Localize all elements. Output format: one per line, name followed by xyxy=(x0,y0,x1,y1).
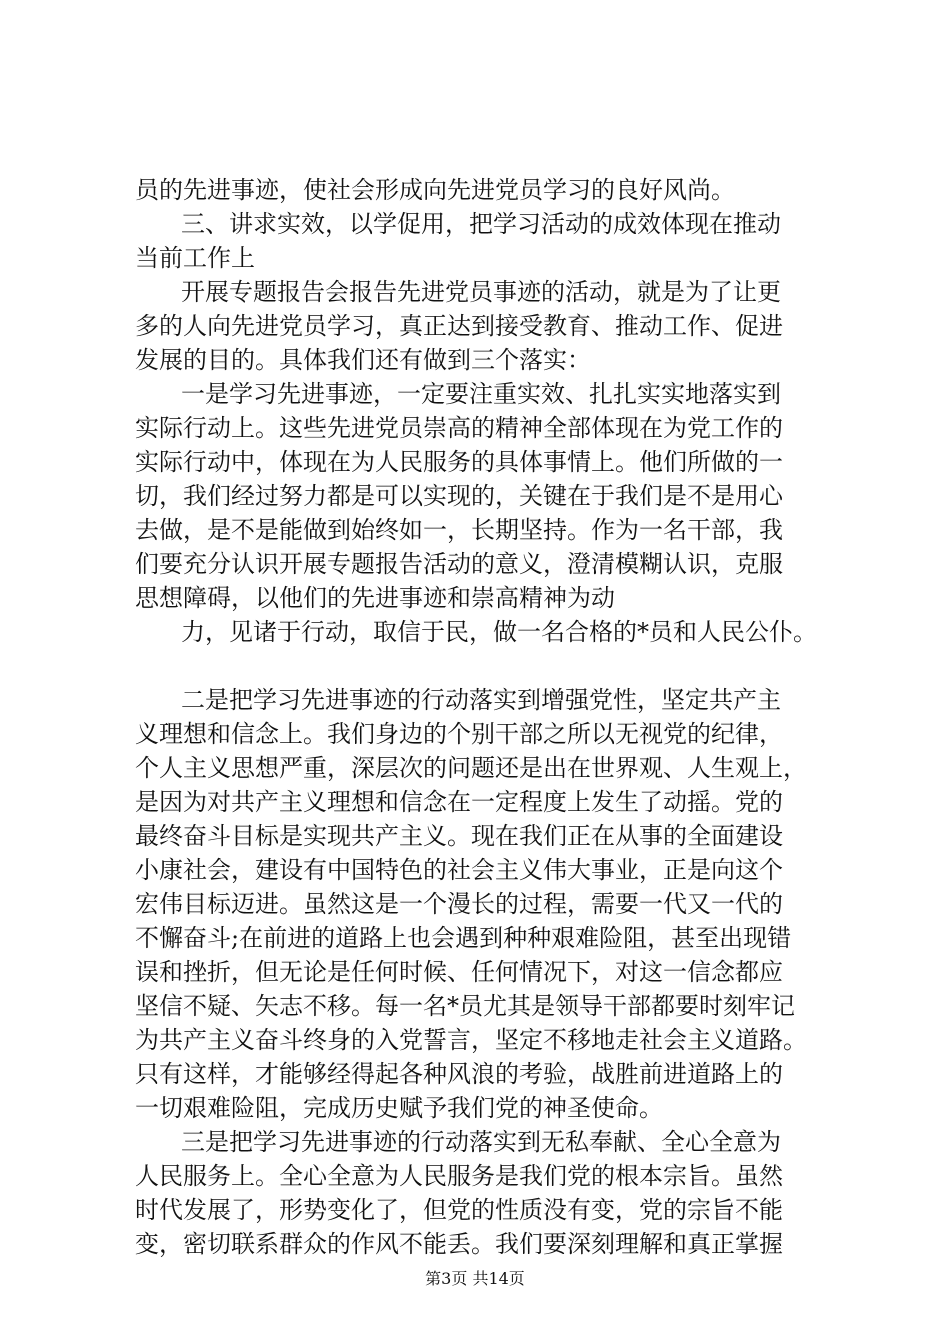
text-line: 小康社会，建设有中国特色的社会主义伟大事业，正是向这个 xyxy=(135,856,783,884)
text-line: 不懈奋斗;在前进的道路上也会遇到种种艰难险阻，甚至出现错 xyxy=(135,924,792,952)
text-line: 思想障碍，以他们的先进事迹和崇高精神为动 xyxy=(135,584,615,612)
text-line: 只有这样，才能够经得起各种风浪的考验，战胜前进道路上的 xyxy=(135,1060,783,1088)
page-footer: 第3页 共14页 xyxy=(425,1269,525,1288)
text-line: 最终奋斗目标是实现共产主义。现在我们正在从事的全面建设 xyxy=(135,822,783,850)
text-line: 们要充分认识开展专题报告活动的意义，澄清模糊认识，克服 xyxy=(135,550,783,578)
text-line: 人民服务上。全心全意为人民服务是我们党的根本宗旨。虽然 xyxy=(135,1162,783,1190)
section-heading-cont: 当前工作上 xyxy=(135,244,255,272)
text-line: 多的人向先进党员学习，真正达到接受教育、推动工作、促进 xyxy=(135,312,783,340)
text-line: 坚信不疑、矢志不移。每一名*员尤其是领导干部都要时刻牢记 xyxy=(135,992,795,1020)
text-line: 实际行动上。这些先进党员崇高的精神全部体现在为党工作的 xyxy=(135,414,783,442)
text-line: 时代发展了，形势变化了，但党的性质没有变，党的宗旨不能 xyxy=(135,1196,783,1224)
text-line: 义理想和信念上。我们身边的个别干部之所以无视党的纪律， xyxy=(135,720,783,748)
text-line: 是因为对共产主义理想和信念在一定程度上发生了动摇。党的 xyxy=(135,788,783,816)
text-line: 二是把学习先进事迹的行动落实到增强党性，坚定共产主 xyxy=(181,686,781,714)
text-line: 一切艰难险阻，完成历史赋予我们党的神圣使命。 xyxy=(135,1094,663,1122)
text-line: 宏伟目标迈进。虽然这是一个漫长的过程，需要一代又一代的 xyxy=(135,890,783,918)
text-line: 个人主义思想严重，深层次的问题还是出在世界观、人生观上， xyxy=(135,754,807,782)
text-line: 开展专题报告会报告先进党员事迹的活动，就是为了让更 xyxy=(181,278,781,306)
text-line: 员的先进事迹，使社会形成向先进党员学习的良好风尚。 xyxy=(135,176,735,204)
text-line: 误和挫折，但无论是任何时候、任何情况下，对这一信念都应 xyxy=(135,958,783,986)
text-line: 切，我们经过努力都是可以实现的，关键在于我们是不是用心 xyxy=(135,482,783,510)
text-line: 三是把学习先进事迹的行动落实到无私奉献、全心全意为 xyxy=(181,1128,781,1156)
text-line: 发展的目的。具体我们还有做到三个落实： xyxy=(135,346,591,374)
text-line: 力，见诸于行动，取信于民，做一名合格的*员和人民公仆。 xyxy=(181,618,817,646)
text-line: 实际行动中，体现在为人民服务的具体事情上。他们所做的一 xyxy=(135,448,783,476)
text-line: 一是学习先进事迹，一定要注重实效、扎扎实实地落实到 xyxy=(181,380,781,408)
text-line: 变，密切联系群众的作风不能丢。我们要深刻理解和真正掌握 xyxy=(135,1230,783,1258)
text-line: 为共产主义奋斗终身的入党誓言，坚定不移地走社会主义道路。 xyxy=(135,1026,807,1054)
section-heading: 三、讲求实效，以学促用，把学习活动的成效体现在推动 xyxy=(181,210,781,238)
text-line: 去做，是不是能做到始终如一，长期坚持。作为一名干部，我 xyxy=(135,516,783,544)
